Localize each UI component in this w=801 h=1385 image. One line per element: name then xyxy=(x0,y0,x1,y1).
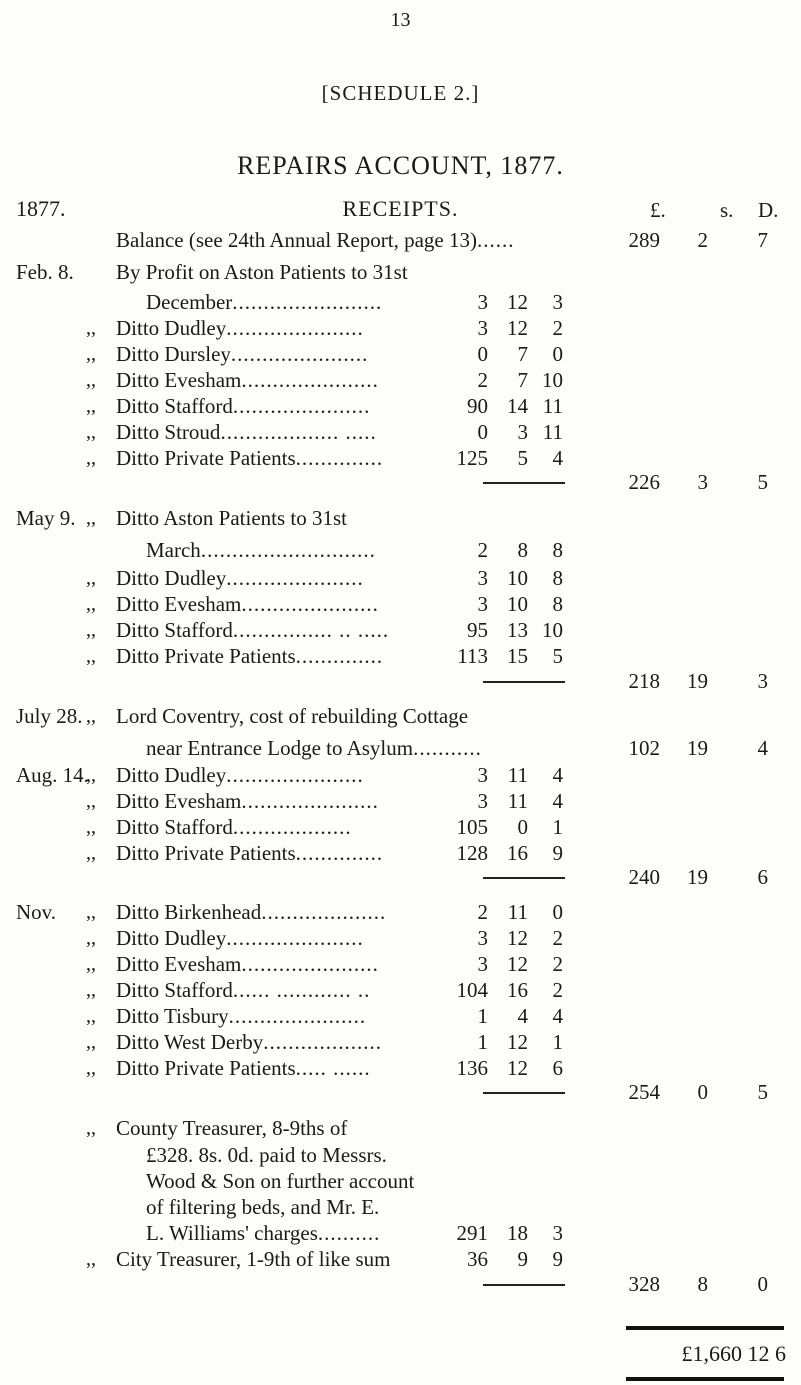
total-pounds: 218 xyxy=(628,669,660,693)
item-shillings: 12 xyxy=(507,1056,528,1080)
total-pounds: 328 xyxy=(628,1272,660,1296)
item-shillings: 16 xyxy=(507,841,528,865)
item-shillings: 9 xyxy=(517,1247,528,1271)
total-pence: 3 xyxy=(757,669,768,693)
entry-description: County Treasurer, 8-9ths of xyxy=(116,1116,348,1140)
ditto-mark: ,, xyxy=(86,619,96,641)
item-shillings: 5 xyxy=(517,446,528,470)
ditto-mark: ,, xyxy=(86,343,96,365)
item-pounds: 0 xyxy=(477,342,488,366)
item-pounds: 3 xyxy=(477,952,488,976)
total-pounds: 226 xyxy=(628,470,660,494)
ditto-mark: ,, xyxy=(86,593,96,615)
ditto-mark: ,, xyxy=(86,842,96,864)
item-pence: 4 xyxy=(552,446,563,470)
year-heading: 1877. xyxy=(16,196,66,221)
item-shillings: 7 xyxy=(517,342,528,366)
item-pence: 4 xyxy=(552,789,563,813)
entry-description: Ditto Dudley...................... xyxy=(116,566,364,590)
entry-description: Ditto Stafford...................... xyxy=(116,394,371,418)
item-shillings: 15 xyxy=(507,644,528,668)
entry-description: March............................ xyxy=(146,538,376,562)
ditto-mark: ,, xyxy=(86,369,96,391)
item-pounds: 95 xyxy=(467,618,488,642)
subtotal-rule xyxy=(483,1284,565,1286)
item-pounds: 3 xyxy=(477,763,488,787)
leader-dots: ..... ...... xyxy=(295,1056,371,1080)
shillings-column-header: s. xyxy=(720,198,734,222)
item-pence: 9 xyxy=(552,1247,563,1271)
item-pounds: 2 xyxy=(477,900,488,924)
entry-description: £328. 8s. 0d. paid to Messrs. xyxy=(146,1143,387,1167)
entry-date: Nov. xyxy=(16,900,57,924)
item-pounds: 105 xyxy=(456,815,488,839)
item-shillings: 8 xyxy=(517,538,528,562)
ditto-mark: ,, xyxy=(86,317,96,339)
item-shillings: 12 xyxy=(507,316,528,340)
leader-dots: ................... xyxy=(232,815,352,839)
total-shillings: 3 xyxy=(697,470,708,494)
ditto-mark: ,, xyxy=(86,421,96,443)
total-pounds: 240 xyxy=(628,865,660,889)
item-pounds: 0 xyxy=(477,420,488,444)
item-shillings: 12 xyxy=(507,290,528,314)
item-shillings: 13 xyxy=(507,618,528,642)
total-pence: 5 xyxy=(757,470,768,494)
ditto-mark: ,, xyxy=(86,1248,96,1270)
ditto-mark: ,, xyxy=(86,567,96,589)
item-pence: 10 xyxy=(542,368,563,392)
entry-description: Ditto Private Patients..... ...... xyxy=(116,1056,371,1080)
leader-dots: .................... xyxy=(261,900,387,924)
entry-description: Ditto Tisbury...................... xyxy=(116,1004,367,1028)
item-pence: 8 xyxy=(552,592,563,616)
total-shillings: 19 xyxy=(687,736,708,760)
leader-dots: ...................... xyxy=(241,592,379,616)
item-pence: 11 xyxy=(542,420,563,444)
item-pence: 0 xyxy=(552,342,563,366)
leader-dots: ...................... xyxy=(232,394,371,418)
entry-description: Ditto Dudley...................... xyxy=(116,926,364,950)
total-pounds: 102 xyxy=(628,736,660,760)
leader-dots: ............................ xyxy=(200,538,376,562)
total-shillings: 19 xyxy=(687,865,708,889)
entry-description: Ditto Stafford................... xyxy=(116,815,352,839)
item-pence: 1 xyxy=(552,1030,563,1054)
ditto-mark: ,, xyxy=(86,901,96,923)
item-shillings: 12 xyxy=(507,1030,528,1054)
item-pence: 3 xyxy=(552,1221,563,1245)
entry-date: May 9. xyxy=(16,506,76,530)
entry-description: City Treasurer, 1-9th of like sum xyxy=(116,1247,391,1271)
item-pence: 2 xyxy=(552,316,563,340)
ditto-mark: ,, xyxy=(86,927,96,949)
item-pounds: 3 xyxy=(477,316,488,340)
entry-description: Ditto Evesham...................... xyxy=(116,789,379,813)
entry-description: Ditto Private Patients.............. xyxy=(116,644,384,668)
subtotal-rule xyxy=(483,482,565,484)
item-pence: 5 xyxy=(552,644,563,668)
leader-dots: ................... ..... xyxy=(220,420,377,444)
item-pence: 6 xyxy=(552,1056,563,1080)
ditto-mark: ,, xyxy=(86,979,96,1001)
item-shillings: 12 xyxy=(507,926,528,950)
leader-dots: ...................... xyxy=(226,926,364,950)
item-pounds: 136 xyxy=(456,1056,488,1080)
item-shillings: 3 xyxy=(517,420,528,444)
total-pence: 0 xyxy=(757,1272,768,1296)
item-pounds: 1 xyxy=(477,1030,488,1054)
entry-description: Ditto Stroud................... ..... xyxy=(116,420,377,444)
ditto-mark: ,, xyxy=(86,1031,96,1053)
ditto-mark: ,, xyxy=(86,764,96,786)
entry-date: Aug. 14. xyxy=(16,763,89,787)
page-title: REPAIRS ACCOUNT, 1877. xyxy=(237,151,564,180)
item-pence: 8 xyxy=(552,566,563,590)
entry-date: Feb. 8. xyxy=(16,260,74,284)
entry-description: Ditto Evesham...................... xyxy=(116,592,379,616)
entry-description: Ditto Aston Patients to 31st xyxy=(116,506,348,530)
item-pounds: 3 xyxy=(477,926,488,950)
item-pounds: 104 xyxy=(456,978,488,1002)
entry-description: Ditto Birkenhead.................... xyxy=(116,900,387,924)
total-shillings: 2 xyxy=(697,228,708,252)
item-shillings: 7 xyxy=(517,368,528,392)
entry-description: Ditto Dudley...................... xyxy=(116,763,364,787)
item-pence: 0 xyxy=(552,900,563,924)
entry-description: Ditto Stafford...... ............ .. xyxy=(116,978,371,1002)
total-shillings: 0 xyxy=(697,1080,708,1104)
entry-description: Balance (see 24th Annual Report, page 13)...... xyxy=(116,228,515,252)
grand-total-rule-top xyxy=(626,1326,784,1330)
item-pounds: 291 xyxy=(456,1221,488,1245)
entry-description: December........................ xyxy=(146,290,383,314)
ditto-mark: ,, xyxy=(86,705,96,727)
ditto-mark: ,, xyxy=(86,1117,96,1139)
ditto-mark: ,, xyxy=(86,953,96,975)
entry-description: Ditto Evesham...................... xyxy=(116,368,379,392)
total-shillings: 8 xyxy=(697,1272,708,1296)
ditto-mark: ,, xyxy=(86,790,96,812)
ditto-mark: ,, xyxy=(86,1005,96,1027)
page-number: 13 xyxy=(390,9,411,31)
item-pence: 9 xyxy=(552,841,563,865)
leader-dots: ................ .. ..... xyxy=(232,618,390,642)
item-pence: 11 xyxy=(542,394,563,418)
entry-description: L. Williams' charges.......... xyxy=(146,1221,381,1245)
subtotal-rule xyxy=(483,681,565,683)
item-shillings: 11 xyxy=(507,763,528,787)
ditto-mark: ,, xyxy=(86,1057,96,1079)
item-pounds: 1 xyxy=(477,1004,488,1028)
entry-date: July 28. xyxy=(16,704,83,728)
item-pounds: 3 xyxy=(477,592,488,616)
item-pence: 2 xyxy=(552,978,563,1002)
item-pounds: 3 xyxy=(477,789,488,813)
pence-column-header: D. xyxy=(758,198,779,222)
item-shillings: 16 xyxy=(507,978,528,1002)
ditto-mark: ,, xyxy=(86,507,96,529)
item-pence: 4 xyxy=(552,1004,563,1028)
ditto-mark: ,, xyxy=(86,816,96,838)
leader-dots: ...... ............ .. xyxy=(232,978,371,1002)
leader-dots: .............. xyxy=(295,644,384,668)
total-pounds: 254 xyxy=(628,1080,660,1104)
entry-description: Ditto West Derby................... xyxy=(116,1030,382,1054)
ditto-mark: ,, xyxy=(86,645,96,667)
item-pounds: 36 xyxy=(467,1247,488,1271)
ditto-mark: ,, xyxy=(86,395,96,417)
item-pence: 1 xyxy=(552,815,563,839)
item-pounds: 113 xyxy=(457,644,488,668)
entry-description: By Profit on Aston Patients to 31st xyxy=(116,260,408,284)
leader-dots: ........................ xyxy=(232,290,383,314)
item-shillings: 12 xyxy=(507,952,528,976)
item-pence: 8 xyxy=(552,538,563,562)
grand-total-rule-bottom xyxy=(626,1377,784,1381)
entry-description: Lord Coventry, cost of rebuilding Cottage xyxy=(116,704,469,728)
entry-description: Ditto Private Patients.............. xyxy=(116,446,384,470)
entry-description: Ditto Dursley...................... xyxy=(116,342,369,366)
item-pence: 4 xyxy=(552,763,563,787)
leader-dots: ...................... xyxy=(228,1004,367,1028)
subtotal-rule xyxy=(483,877,565,879)
leader-dots: ...... xyxy=(476,228,515,252)
leader-dots: .......... xyxy=(317,1221,381,1245)
item-pence: 2 xyxy=(552,952,563,976)
leader-dots: ...................... xyxy=(226,316,364,340)
item-shillings: 11 xyxy=(507,789,528,813)
leader-dots: ................... xyxy=(263,1030,382,1054)
entry-description: Wood & Son on further account xyxy=(146,1169,415,1193)
item-shillings: 4 xyxy=(517,1004,528,1028)
entry-description: Ditto Evesham...................... xyxy=(116,952,379,976)
item-pounds: 3 xyxy=(477,566,488,590)
pounds-column-header: £. xyxy=(650,198,666,222)
item-pence: 2 xyxy=(552,926,563,950)
item-pence: 3 xyxy=(552,290,563,314)
leader-dots: ...................... xyxy=(241,789,379,813)
leader-dots: .............. xyxy=(295,446,384,470)
leader-dots: ...................... xyxy=(226,763,364,787)
total-pence: 4 xyxy=(757,736,768,760)
item-pence: 10 xyxy=(542,618,563,642)
schedule-label: [SCHEDULE 2.] xyxy=(321,81,480,105)
item-shillings: 10 xyxy=(507,592,528,616)
leader-dots: ...................... xyxy=(230,342,369,366)
leader-dots: ........... xyxy=(413,736,482,760)
item-pounds: 125 xyxy=(456,446,488,470)
ditto-mark: ,, xyxy=(86,447,96,469)
item-pounds: 90 xyxy=(467,394,488,418)
entry-description: Ditto Stafford................ .. ..... xyxy=(116,618,390,642)
item-pounds: 3 xyxy=(477,290,488,314)
total-shillings: 19 xyxy=(687,669,708,693)
item-pounds: 2 xyxy=(477,538,488,562)
item-shillings: 10 xyxy=(507,566,528,590)
leader-dots: .............. xyxy=(295,841,384,865)
total-pence: 6 xyxy=(757,865,768,889)
leader-dots: ...................... xyxy=(241,368,379,392)
entry-description: Ditto Private Patients.............. xyxy=(116,841,384,865)
total-pence: 5 xyxy=(757,1080,768,1104)
item-shillings: 0 xyxy=(517,815,528,839)
item-shillings: 18 xyxy=(507,1221,528,1245)
total-pounds: 289 xyxy=(628,228,660,252)
entry-description: of filtering beds, and Mr. E. xyxy=(146,1195,380,1219)
item-shillings: 14 xyxy=(507,394,528,418)
entry-description: near Entrance Lodge to Asylum........... xyxy=(146,736,482,760)
grand-total: £1,660 12 6 xyxy=(681,1341,786,1366)
item-pounds: 128 xyxy=(456,841,488,865)
leader-dots: ...................... xyxy=(241,952,379,976)
subtotal-rule xyxy=(483,1092,565,1094)
item-pounds: 2 xyxy=(477,368,488,392)
section-heading: RECEIPTS. xyxy=(342,196,459,221)
entry-description: Ditto Dudley...................... xyxy=(116,316,364,340)
item-shillings: 11 xyxy=(507,900,528,924)
total-pence: 7 xyxy=(757,228,768,252)
leader-dots: ...................... xyxy=(226,566,364,590)
